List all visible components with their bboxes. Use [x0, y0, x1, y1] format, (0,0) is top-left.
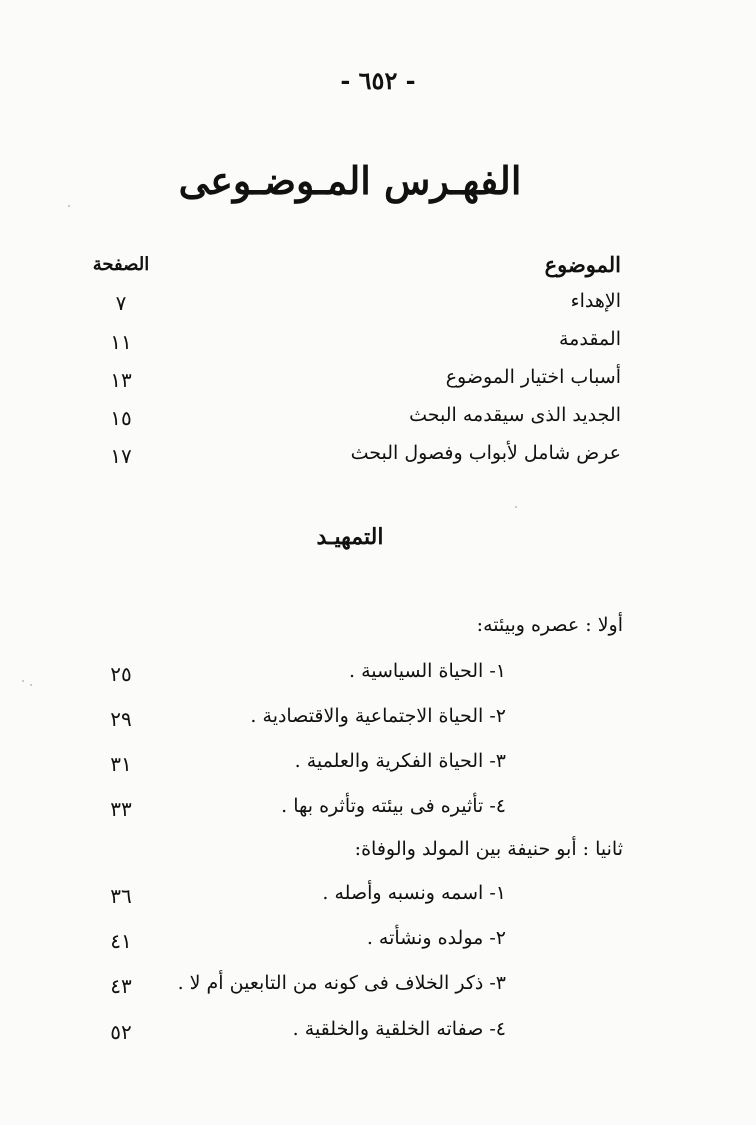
- toc-entry-text: ٤- تأثيره فى بيئته وتأثره بها .: [281, 795, 506, 817]
- toc-entry-page: ١٧: [110, 444, 132, 468]
- toc-entry-text: ٣- الحياة الفكرية والعلمية .: [294, 750, 506, 772]
- part-heading: ثانيا : أبو حنيفة بين المولد والوفاة:: [354, 838, 623, 860]
- toc-entry-page: ١١: [110, 330, 132, 354]
- toc-entry-page: ١٣: [110, 368, 132, 392]
- page-column-header: الصفحة: [92, 254, 150, 275]
- toc-entry-page: ٤٣: [110, 974, 132, 998]
- toc-entry-page: ٥٢: [110, 1020, 132, 1044]
- toc-entry-text: ٤- صفاته الخلقية والخلقية .: [292, 1018, 506, 1040]
- toc-entry-page: ٤١: [110, 929, 132, 953]
- scan-speck: [515, 506, 517, 508]
- toc-entry-text: ٢- الحياة الاجتماعية والاقتصادية .: [250, 705, 506, 727]
- section-title: التمهيـد: [316, 524, 384, 550]
- toc-entry-text: الإهداء: [570, 290, 621, 312]
- subject-column-header: الموضوع: [544, 252, 621, 277]
- toc-entry-text: ١- الحياة السياسية .: [349, 660, 506, 682]
- toc-entry-page: ٣٦: [110, 884, 132, 908]
- toc-entry-page: ٣١: [110, 752, 132, 776]
- page-title: الفهـرس المـوضـوعى: [178, 158, 522, 203]
- toc-entry-text: ٢- مولده ونشأته .: [366, 927, 506, 949]
- toc-entry-page: ٢٩: [110, 707, 132, 731]
- scan-speck: [68, 205, 70, 207]
- toc-entry-text: ٣- ذكر الخلاف فى كونه من التابعين أم لا .: [177, 972, 506, 994]
- toc-entry-text: الجديد الذى سيقدمه البحث: [409, 404, 621, 426]
- toc-entry-text: عرض شامل لأبواب وفصول البحث: [350, 442, 621, 464]
- toc-entry-text: ١- اسمه ونسبه وأصله .: [322, 882, 506, 904]
- toc-entry-text: أسباب اختيار الموضوع: [445, 366, 621, 388]
- part-heading: أولا : عصره وبيئته:: [476, 614, 623, 636]
- page-number: - ٦٥٢ -: [340, 66, 416, 95]
- toc-entry-page: ١٥: [110, 406, 132, 430]
- toc-entry-page: ٧: [115, 291, 127, 315]
- scan-speck: [30, 684, 32, 686]
- toc-entry-text: المقدمة: [558, 328, 621, 350]
- scan-speck: [22, 680, 24, 682]
- toc-entry-page: ٢٥: [110, 662, 132, 686]
- toc-entry-page: ٣٣: [110, 797, 132, 821]
